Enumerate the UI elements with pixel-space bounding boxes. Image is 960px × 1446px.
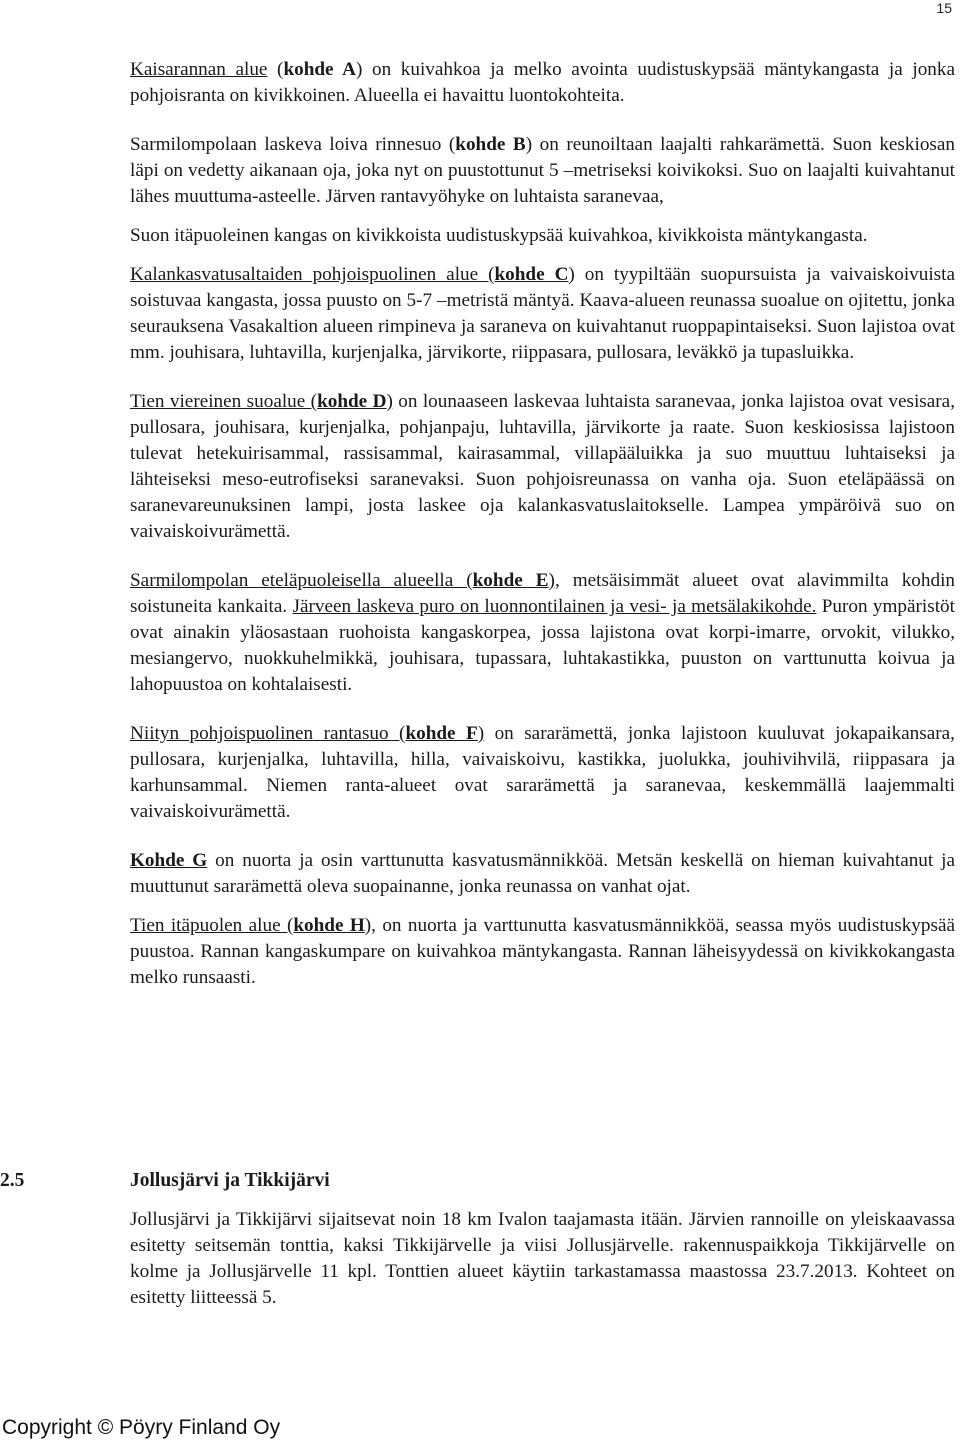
paragraph-kohde-h: Tien itäpuolen alue (kohde H), on nuorta ja varttunutta kasvatusmännikköä, seassa myös uudistuskypsää puustoa. Rannan kangaskumpare on kuivahkoa mäntykangasta. Rannan läheisyydessä on kivikkokangasta melko runsaasti. (130, 915, 955, 988)
area-name-f: Niityn pohjoispuolinen rantasuo ( (130, 723, 406, 744)
kohde-h-label: kohde H (293, 915, 365, 936)
paragraph-kohde-a: Kaisarannan alue (kohde A) on kuivahkoa ja melko avointa uudistuskypsää mäntykangasta ja jonka pohjoisranta on kivikkoinen. Alueella ei havaittu luontokohteita. (130, 59, 955, 106)
kohde-e-label: kohde E (472, 570, 549, 591)
kohde-f-label: kohde F (405, 723, 478, 744)
area-name-c: Kalankasvatusaltaiden pohjoispuolinen alue ( (130, 264, 495, 285)
paragraph-kohde-g: Kohde G on nuorta ja osin varttunutta kasvatusmännikköä. Metsän keskellä on hieman kuivahtanut ja muuttunut sararämettä oleva suopainanne, jonka reunassa on vanhat ojat. (130, 850, 955, 897)
section-body: Jollusjärvi ja Tikkijärvi sijaitsevat noin 18 km Ivalon taajamasta itään. Järvien rannoille on yleiskaavassa esitetty seitsemän tonttia, kaksi Tikkijärvelle ja viisi Jollusjärvelle. rakennuspaikkoja Tikkijärvelle on kolme ja Jollusjärvelle 11 kpl. Tonttien alueet käytiin tarkastamassa maastossa 23.7.2013. Kohteet on esitetty liitteessä 5. (130, 1209, 955, 1308)
section-number: 2.5 (0, 1170, 25, 1191)
area-name-e: Sarmilompolan eteläpuoleisella alueella ( (130, 570, 473, 591)
paragraph-kohde-b-continued: Suon itäpuoleinen kangas on kivikkoista uudistuskypsää kuivahkoa, kivikkoista mäntykangasta. (130, 225, 868, 246)
paragraph-kohde-f: Niityn pohjoispuolinen rantasuo (kohde F) on sararämettä, jonka lajistoon kuuluvat jokapaikansara, pullosara, kurjenjalka, luhtavilla, hilla, vaivaiskoivu, kastikka, juolukka, jouhivihvilä, riippasara ja karhunsammal. Niemen ranta-alueet ovat sararämettä ja saranevaa, keskemmällä laajemmalti vaivaiskoivurämettä. (130, 723, 955, 822)
kohde-d-label: kohde D (317, 391, 387, 412)
area-name-a: Kaisarannan alue (130, 59, 268, 80)
paragraph-kohde-e: Sarmilompolan eteläpuoleisella alueella (kohde E), metsäisimmät alueet ovat alavimmilta kohdin soistuneita kankaita. Järveen laskeva puro on luonnontilainen ja vesi- ja metsälakikohde. Puron ympäristöt ovat ainakin yläosastaan ruohoista kangaskorpea, jossa lajistona ovat korpi-imarre, orvokit, vilukko, mesiangervo, nuokkuhelmikkä, jouhisara, tupassara, luhtakastikka, puuston on varttunutta koivua ja lahopuustoa on kohtalaisesti. (130, 570, 956, 695)
kohde-b-label: kohde B (455, 134, 526, 155)
kohde-c-label: kohde C (494, 264, 569, 285)
paragraph-kohde-b: Sarmilompolaan laskeva loiva rinnesuo (kohde B) on reunoiltaan laajalti rahkarämettä. Suon keskiosan läpi on vedetty aikanaan oja, joka nyt on puustottunut 5 –metriseksi koivikoksi. Suo on laajalti kuivahtanut lähes muuttuma-asteelle. Järven rantavyöhyke on luhtaista saranevaa, (130, 134, 955, 207)
kohde-a-label: kohde A (283, 59, 356, 80)
page-number: 15 (936, 0, 952, 16)
area-name-h: Tien itäpuolen alue ( (130, 915, 294, 936)
section-title: Jollusjärvi ja Tikkijärvi (130, 1170, 330, 1191)
paragraph-kohde-d: Tien viereinen suoalue (kohde D) on lounaaseen laskevaa luhtaista saranevaa, jonka lajistoa ovat vesisara, pullosara, jouhisara, kurjenjalka, pohjanpaju, luhtavilla, järvikorte ja raate. Suon keskiosissa lajistoon tulevat hetekuirisammal, rassisammal, kairasammal, villapääluikka ja suo muuttuu luhtaiseksi ja lähteiseksi meso-eutrofiseksi saranevaksi. Suon pohjoisreunassa on vanha oja. Suon eteläpäässä on saranevareunuksinen lampi, josta laskee oja kalankasvatuslaitokselle. Lampea ympäröivä suo on vaivaiskoivurämettä. (130, 391, 955, 542)
document-body (130, 57, 955, 1014)
stream-note: Järveen laskeva puro on luonnontilainen ja vesi- ja metsälakikohde. (292, 596, 817, 617)
footer-copyright: Copyright © Pöyry Finland Oy (2, 1416, 281, 1439)
paragraph-kohde-c: Kalankasvatusaltaiden pohjoispuolinen alue (kohde C) on tyypiltään suopursuista ja vaivaiskoivuista soistuvaa kangasta, jossa puusto on 5-7 –metristä mäntyä. Kaava-alueen reunassa suoalue on ojitettu, jonka seurauksena Vasakaltion alueen rimpineva ja saraneva on kuivahtanut ruoppapintaiseksi. Suon lajistoa ovat mm. jouhisara, luhtavilla, kurjenjalka, järvikorte, riippasara, pullosara, leväkkö ja tupasluikka. (130, 264, 955, 363)
area-name-d: Tien viereinen suoalue ( (130, 391, 318, 412)
kohde-g-label: Kohde G (130, 850, 208, 871)
